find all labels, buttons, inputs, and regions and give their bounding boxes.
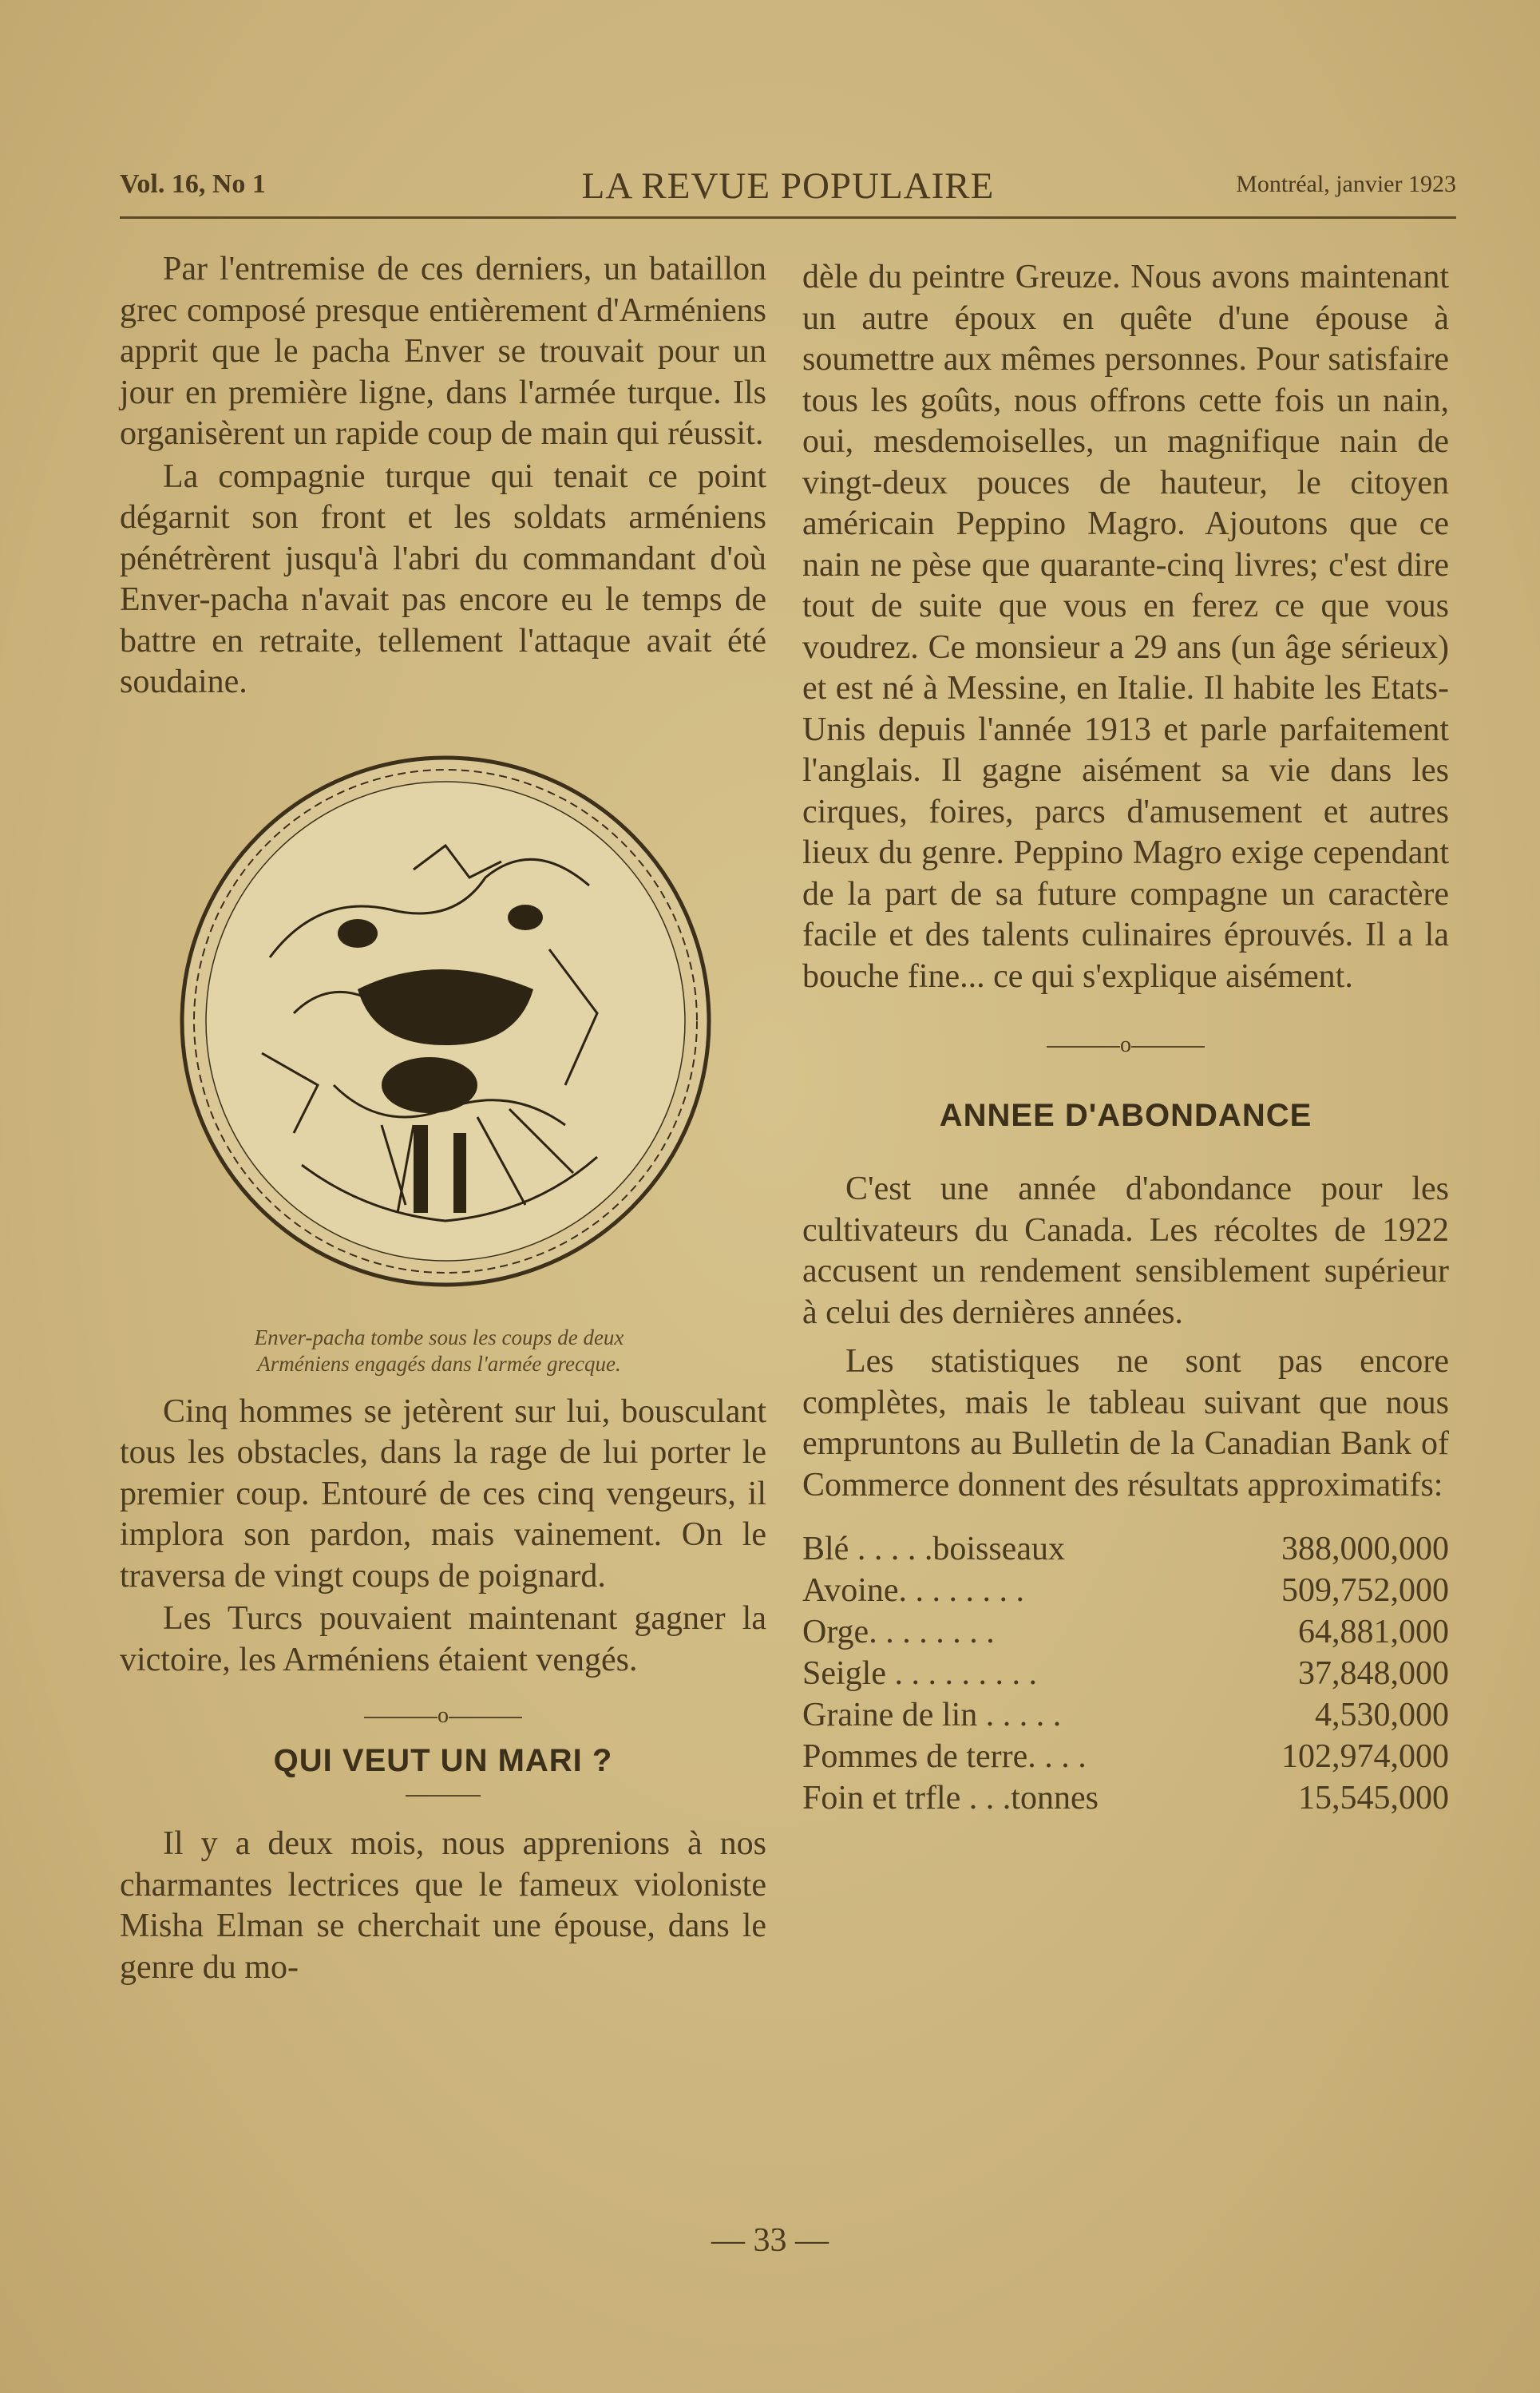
- caption-line: Enver-pacha tombe sous les coups de deux: [254, 1325, 624, 1349]
- caption-line: Arméniens engagés dans l'armée grecque.: [257, 1351, 621, 1376]
- paragraph: Par l'entremise de ces derniers, un bataillon grec composé presque entièrement d'Arméniens apprit que le pacha Enver se trouvait pour un jour en première ligne, dans l'armée turque. Ils organisèrent un rapide coup de main qui réussit.: [120, 251, 766, 452]
- paragraph: Les Turcs pouvaient maintenant gagner la victoire, les Arméniens étaient vengés.: [120, 1600, 766, 1678]
- crop-value: 37,848,000: [1298, 1655, 1449, 1692]
- table-row: [802, 1611, 1449, 1653]
- circular-engraving: [174, 750, 717, 1293]
- crop-value: 15,545,000: [1298, 1780, 1449, 1817]
- paragraph: Les statistiques ne sont pas encore complètes, mais le tableau suivant que nous empruntons au Bulletin de la Canadian Bank of Commerce donnent des résultats approximatifs:: [802, 1343, 1449, 1504]
- table-row: [802, 1777, 1449, 1819]
- section-title-annee-dabondance: ANNEE D'ABONDANCE: [939, 1098, 1312, 1133]
- place-date: Montréal, janvier 1923: [1236, 171, 1456, 197]
- section-separator: [802, 1032, 1449, 1058]
- magazine-title: LA REVUE POPULAIRE: [581, 165, 995, 207]
- crop-label: Blé . . . . .boisseaux: [802, 1531, 1065, 1567]
- left-column: [120, 249, 766, 1988]
- volume-number: Vol. 16, No 1: [120, 169, 266, 199]
- title-rule: [406, 1795, 481, 1797]
- crop-value: 102,974,000: [1281, 1738, 1449, 1775]
- crop-value: 4,530,000: [1315, 1697, 1449, 1733]
- paragraph: C'est une année d'abondance pour les cultivateurs du Canada. Les récoltes de 1922 accusent un rendement sensiblement supérieur à celui des dernières années.: [802, 1171, 1449, 1331]
- paragraph: dèle du peintre Greuze. Nous avons maintenant un autre époux en quête d'une épouse à soumettre aux mêmes personnes. Pour satisfaire tous les goûts, nous offrons cette fois un nain, oui, mesdemoiselles, un magnifique nain de vingt-deux pouces de hauteur, le citoyen américain Peppino Magro. Ajoutons que ce nain ne pèse que quarante-cinq livres; c'est dire tout de suite que vous en ferez ce que vous voudrez. Ce monsieur a 29 ans (un âge sérieux) et est né à Messine, en Italie. Il habite les Etats-Unis depuis l'année 1913 et parle parfaitement l'anglais. Il gagne aisément sa vie dans les cirques, foires, parcs d'amusement et autres lieux du genre. Peppino Magro exige cependant de la part de sa future compagne un caractère facile et des talents culinaires éprouvés. Il a la bouche fine... ce qui s'explique aisément.: [802, 259, 1449, 995]
- paragraph: Cinq hommes se jetèrent sur lui, bousculant tous les obstacles, dans la rage de lui porter le premier coup. Entouré de ces cinq vengeurs, il implora son pardon, mais vainement. On le traversa de vingt coups de poignard.: [120, 1393, 766, 1595]
- harvest-statistics-table: [802, 1528, 1449, 1819]
- table-row: [802, 1570, 1449, 1611]
- crop-value: 64,881,000: [1298, 1614, 1449, 1650]
- table-row: [802, 1653, 1449, 1694]
- illustration-caption: [120, 1325, 758, 1377]
- crop-value: 509,752,000: [1281, 1572, 1449, 1609]
- section-title-qui-veut-un-mari: QUI VEUT UN MARI ?: [273, 1743, 613, 1778]
- right-column: [802, 257, 1449, 1819]
- crop-label: Foin et trfle . . .tonnes: [802, 1780, 1099, 1817]
- crop-label: Seigle . . . . . . . . .: [802, 1655, 1037, 1692]
- table-row: [802, 1528, 1449, 1570]
- section-separator: [120, 1703, 766, 1729]
- table-row: [802, 1694, 1449, 1736]
- page-number: — 33 —: [711, 2222, 829, 2259]
- separator-mark: o: [1120, 1032, 1131, 1057]
- table-row: [802, 1736, 1449, 1777]
- header-rule: [120, 216, 1456, 219]
- separator-mark: o: [437, 1703, 449, 1728]
- crop-value: 388,000,000: [1281, 1531, 1449, 1567]
- crop-label: Graine de lin . . . . .: [802, 1697, 1062, 1733]
- illustration-enver-pacha: [174, 750, 717, 1293]
- crop-label: Pommes de terre. . . .: [802, 1738, 1087, 1775]
- paragraph: Il y a deux mois, nous apprenions à nos charmantes lectrices que le fameux violoniste Misha Elman se cherchait une épouse, dans le genre du mo-: [120, 1825, 766, 1986]
- page-header: [120, 164, 1456, 212]
- crop-label: Avoine. . . . . . . .: [802, 1572, 1025, 1609]
- paragraph: La compagnie turque qui tenait ce point dégarnit son front et les soldats arméniens pénétrèrent jusqu'à l'abri du commandant d'où Enver-pacha n'avait pas encore eu le temps de battre en retraite, tellement l'attaque avait été soudaine.: [120, 458, 766, 700]
- crop-label: Orge. . . . . . . .: [802, 1614, 995, 1650]
